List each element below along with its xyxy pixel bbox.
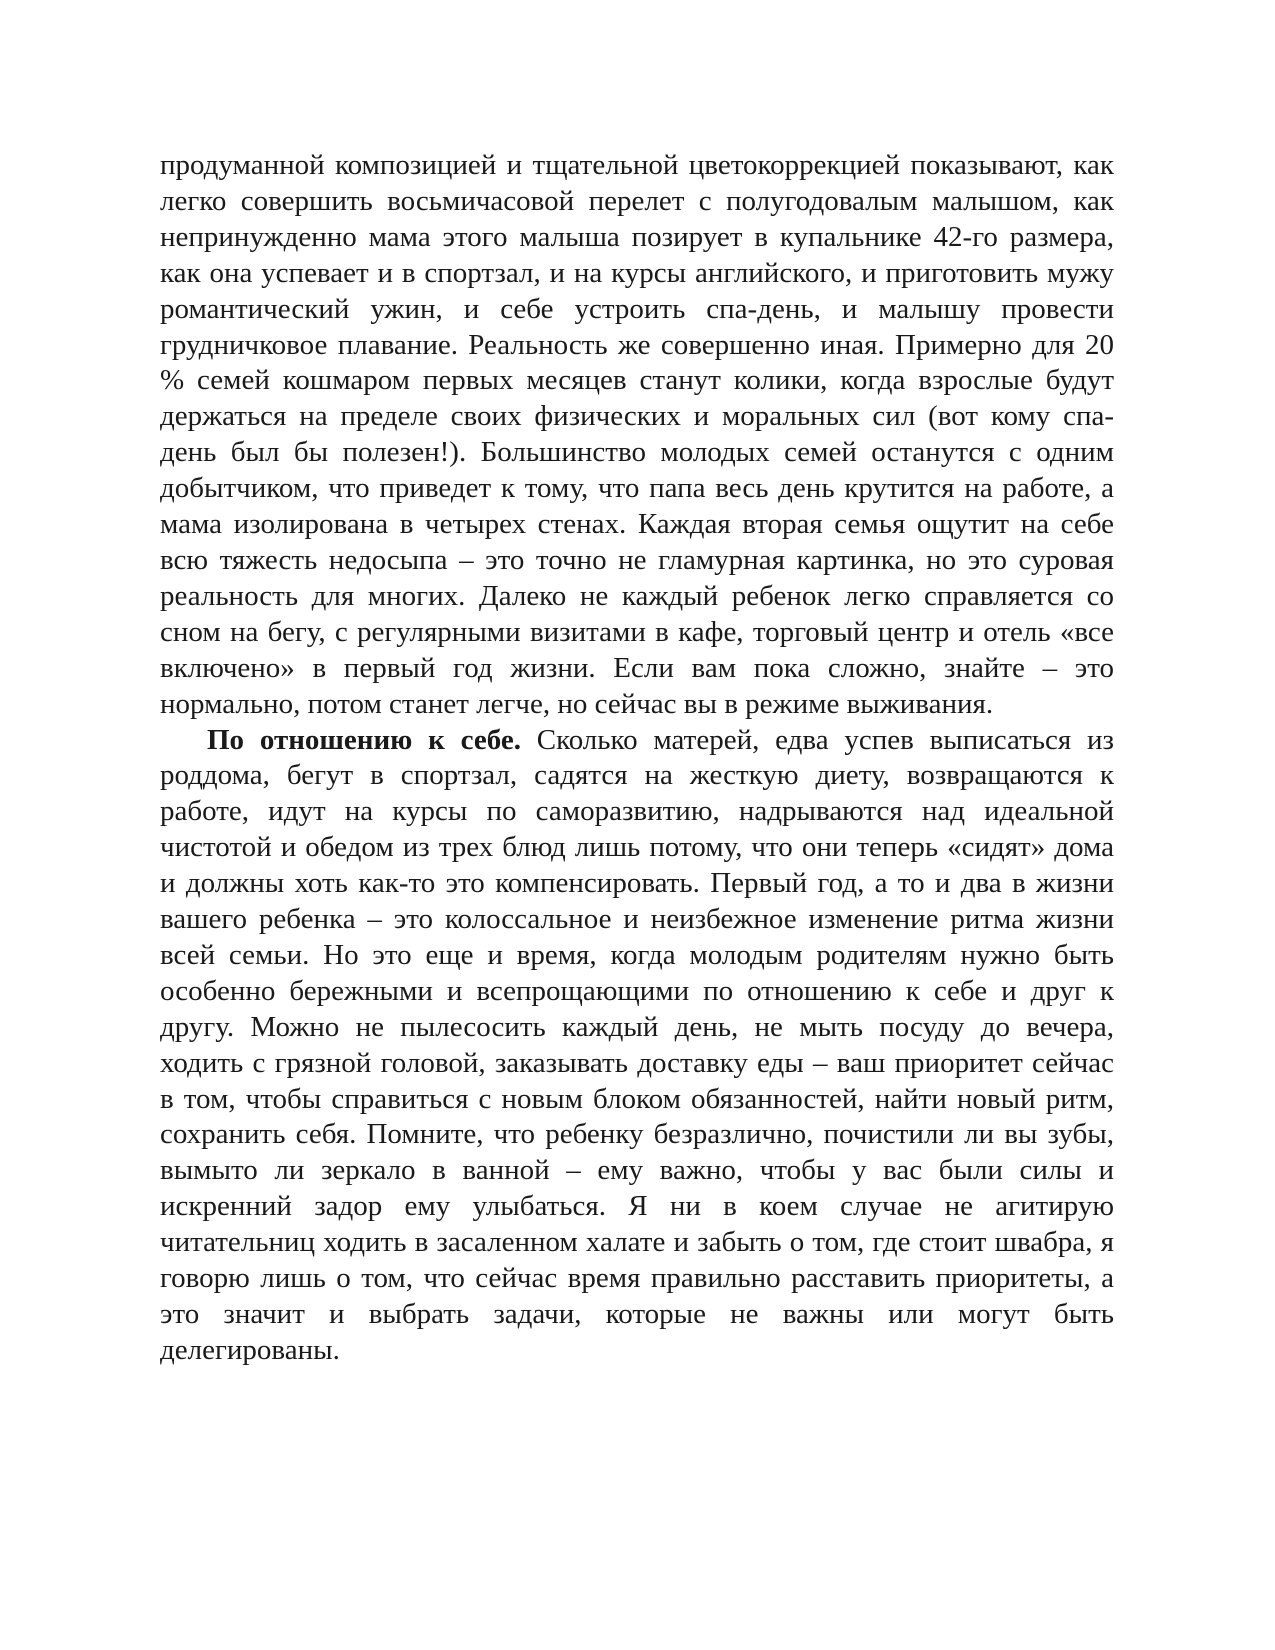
paragraph-body: Сколько матерей, едва успев выписаться из роддома, бегут в спортзал, садятся на жесткую диету, возвращаются к работе, идут на курсы по саморазвитию, надрываются над идеальной чистотой и обедом из трех блюд лишь потому, что они теперь «сидят» дома и должны хоть как-то это компенсировать. Первый год, а то и два в жизни вашего ребенка – это колоссальное и неизбежное изменение ритма жизни всей семьи. Но это еще и время, когда молодым родителям нужно быть особенно бережными и всепрощающими по отношению к себе и друг к другу. Можно не пылесосить каждый день, не мыть посуду до вечера, ходить с грязной головой, заказывать доставку еды – ваш приоритет сейчас в том, чтобы справиться с новым блоком обязанностей, найти новый ритм, сохранить себя. Помните, что ребенку безразлично, почистили ли вы зубы, вымыто ли зеркало в ванной – ему важно, чтобы у вас были силы и искренний задор ему улыбаться. Я ни в коем случае не агитирую читательниц ходить в засаленном халате и забыть о том, где стоит швабра, я говорю лишь о том, что сейчас время правильно расставить приоритеты, а это значит и выбрать задачи, которые не важны или могут быть делегированы. bbox=[160, 723, 1115, 1366]
paragraph-continuation: продуманной композицией и тщательной цветокоррекцией показывают, как легко совершить восьмичасовой перелет с полугодовалым малышом, как непринужденно мама этого малыша позирует в купальнике 42-го размера, как она успевает и в спортзал, и на курсы английского, и приготовить мужу романтический ужин, и себе устроить спа-день, и малышу провести грудничковое плавание. Реальность же совершенно иная. Примерно для 20 % семей кошмаром первых месяцев станут колики, когда взрослые будут держаться на пределе своих физических и моральных сил (вот кому спа-день был бы полезен!). Большинство молодых семей останутся с одним добытчиком, что приведет к тому, что папа весь день крутится на работе, а мама изолирована в четырех стенах. Каждая вторая семья ощутит на себе всю тяжесть недосыпа – это точно не гламурная картинка, но это суровая реальность для многих. Далеко не каждый ребенок легко справляется со сном на бегу, с регулярными визитами в кафе, торговый центр и отель «все включено» в первый год жизни. Если вам пока сложно, знайте – это нормально, потом станет легче, но сейчас вы в режиме выживания. bbox=[160, 149, 1114, 720]
paragraph-lead-heading: По отношению к себе. bbox=[207, 723, 521, 756]
body-text bbox=[160, 148, 1114, 1369]
paragraph-self-care bbox=[160, 723, 1114, 1369]
